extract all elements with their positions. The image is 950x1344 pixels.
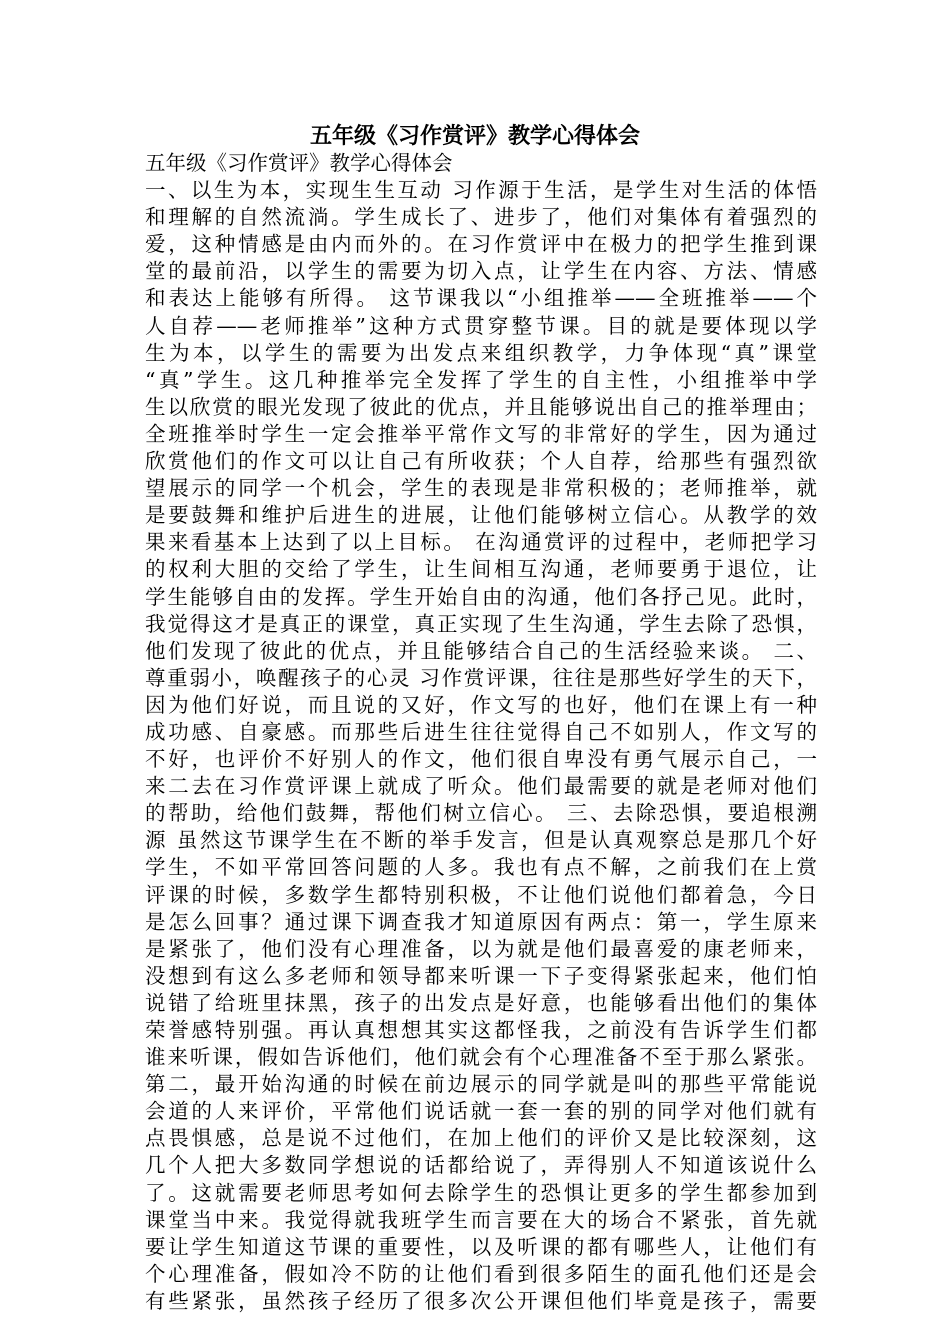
body-line: 源 虽然这节课学生在不断的举手发言，但是认真观察总是那几个好 [145,828,817,853]
body-line: 是紧张了，他们没有心理准备，以为就是他们最喜爱的康老师来， [145,936,817,961]
body-line: 果来看基本上达到了以上目标。 在沟通赏评的过程中，老师把学习 [145,530,817,555]
body-line: 荣誉感特别强。再认真想想其实这都怪我，之前没有告诉学生们都 [145,1018,817,1042]
body-line: 评课的时候，多数学生都特别积极，不让他们说他们都着急，今日 [145,882,817,907]
body-line: 有些紧张，虽然孩子经历了很多次公开课但他们毕竟是孩子，需要 [145,1288,817,1313]
body-line: 是怎么回事？通过课下调查我才知道原因有两点：第一，学生原来 [145,909,817,934]
body-line: 和表达上能够有所得。 这节课我以“小组推举——全班推举——个 [145,286,817,311]
body-line: 欣赏他们的作文可以让自己有所收获；个人自荐，给那些有强烈欲 [145,449,817,474]
body-line: 堂的最前沿，以学生的需要为切入点，让学生在内容、方法、情感 [145,259,817,284]
body-line: 人自荐——老师推举”这种方式贯穿整节课。目的就是要体现以学 [145,313,817,338]
body-line: “真”学生。这几种推举完全发挥了学生的自主性，小组推举中学 [145,367,817,392]
body-line: 没想到有这么多老师和领导都来听课一下子变得紧张起来，他们怕 [145,963,817,988]
body-line: 说错了给班里抹黑，孩子的出发点是好意，也能够看出他们的集体 [145,990,817,1015]
body-line: 是要鼓舞和维护后进生的进展，让他们能够树立信心。从教学的效 [145,503,817,528]
body-line: 爱，这种情感是由内而外的。在习作赏评中在极力的把学生推到课 [145,232,817,257]
body-line: 生以欣赏的眼光发现了彼此的优点，并且能够说出自己的推举理由； [145,394,817,419]
document-body [145,150,817,1315]
body-line: 点畏惧感，总是说不过他们，在加上他们的评价又是比较深刻，这 [145,1126,817,1151]
body-line: 我觉得这才是真正的课堂，真正实现了生生沟通，学生去除了恐惧， [145,611,817,636]
body-line: 全班推举时学生一定会推举平常作文写的非常好的学生，因为通过 [145,421,817,446]
body-line: 一、以生为本，实现生生互动 习作源于生活，是学生对生活的体悟 [145,178,817,203]
body-line: 谁来听课，假如告诉他们，他们就会有个心理准备不至于那么紧张。 [145,1045,817,1070]
body-line: 成功感、自豪感。而那些后进生往往觉得自己不如别人，作文写的 [145,719,817,744]
body-line: 的帮助，给他们鼓舞，帮他们树立信心。 三、去除恐惧，要追根溯 [145,801,817,826]
body-line: 五年级《习作赏评》教学心得体会 [145,151,453,175]
body-line: 来二去在习作赏评课上就成了听众。他们最需要的就是老师对他们 [145,774,817,799]
body-line: 他们发现了彼此的优点，并且能够结合自己的生活经验来谈。 二、 [145,638,817,663]
body-line: 的权利大胆的交给了学生，让生间相互沟通，老师要勇于退位，让 [145,557,817,582]
body-line: 几个人把大多数同学想说的话都给说了，弄得别人不知道该说什么 [145,1153,817,1178]
body-line: 不好，也评价不好别人的作文，他们很自卑没有勇气展示自己，一 [145,747,817,772]
body-line: 学生，不如平常回答问题的人多。我也有点不解，之前我们在上赏 [145,855,817,880]
body-line: 和理解的自然流淌。学生成长了、进步了，他们对集体有着强烈的 [145,205,817,230]
body-line: 课堂当中来。我觉得就我班学生而言要在大的场合不紧张，首先就 [145,1207,817,1232]
body-line: 尊重弱小，唤醒孩子的心灵 习作赏评课，往往是那些好学生的天下， [145,665,817,690]
body-line: 因为他们好说，而且说的又好，作文写的也好，他们在课上有一种 [145,692,817,717]
body-line: 生为本，以学生的需要为出发点来组织教学，力争体现“真”课堂 [145,340,817,365]
body-line: 个心理准备，假如冷不防的让他们看到很多陌生的面孔他们还是会 [145,1261,817,1286]
body-line: 第二，最开始沟通的时候在前边展示的同学就是叫的那些平常能说 [145,1072,817,1097]
body-line: 要让学生知道这节课的重要性，以及听课的都有哪些人，让他们有 [145,1234,817,1259]
body-line: 学生能够自由的发挥。学生开始自由的沟通，他们各抒己见。此时， [145,584,817,609]
body-line: 会道的人来评价，平常他们说话就一套一套的别的同学对他们就有 [145,1099,817,1124]
body-line: 了。这就需要老师思考如何去除学生的恐惧让更多的学生都参加到 [145,1180,817,1205]
body-line: 望展示的同学一个机会，学生的表现是非常积极的；老师推举，就 [145,476,817,501]
document-title: 五年级《习作赏评》教学心得体会 [309,123,640,149]
